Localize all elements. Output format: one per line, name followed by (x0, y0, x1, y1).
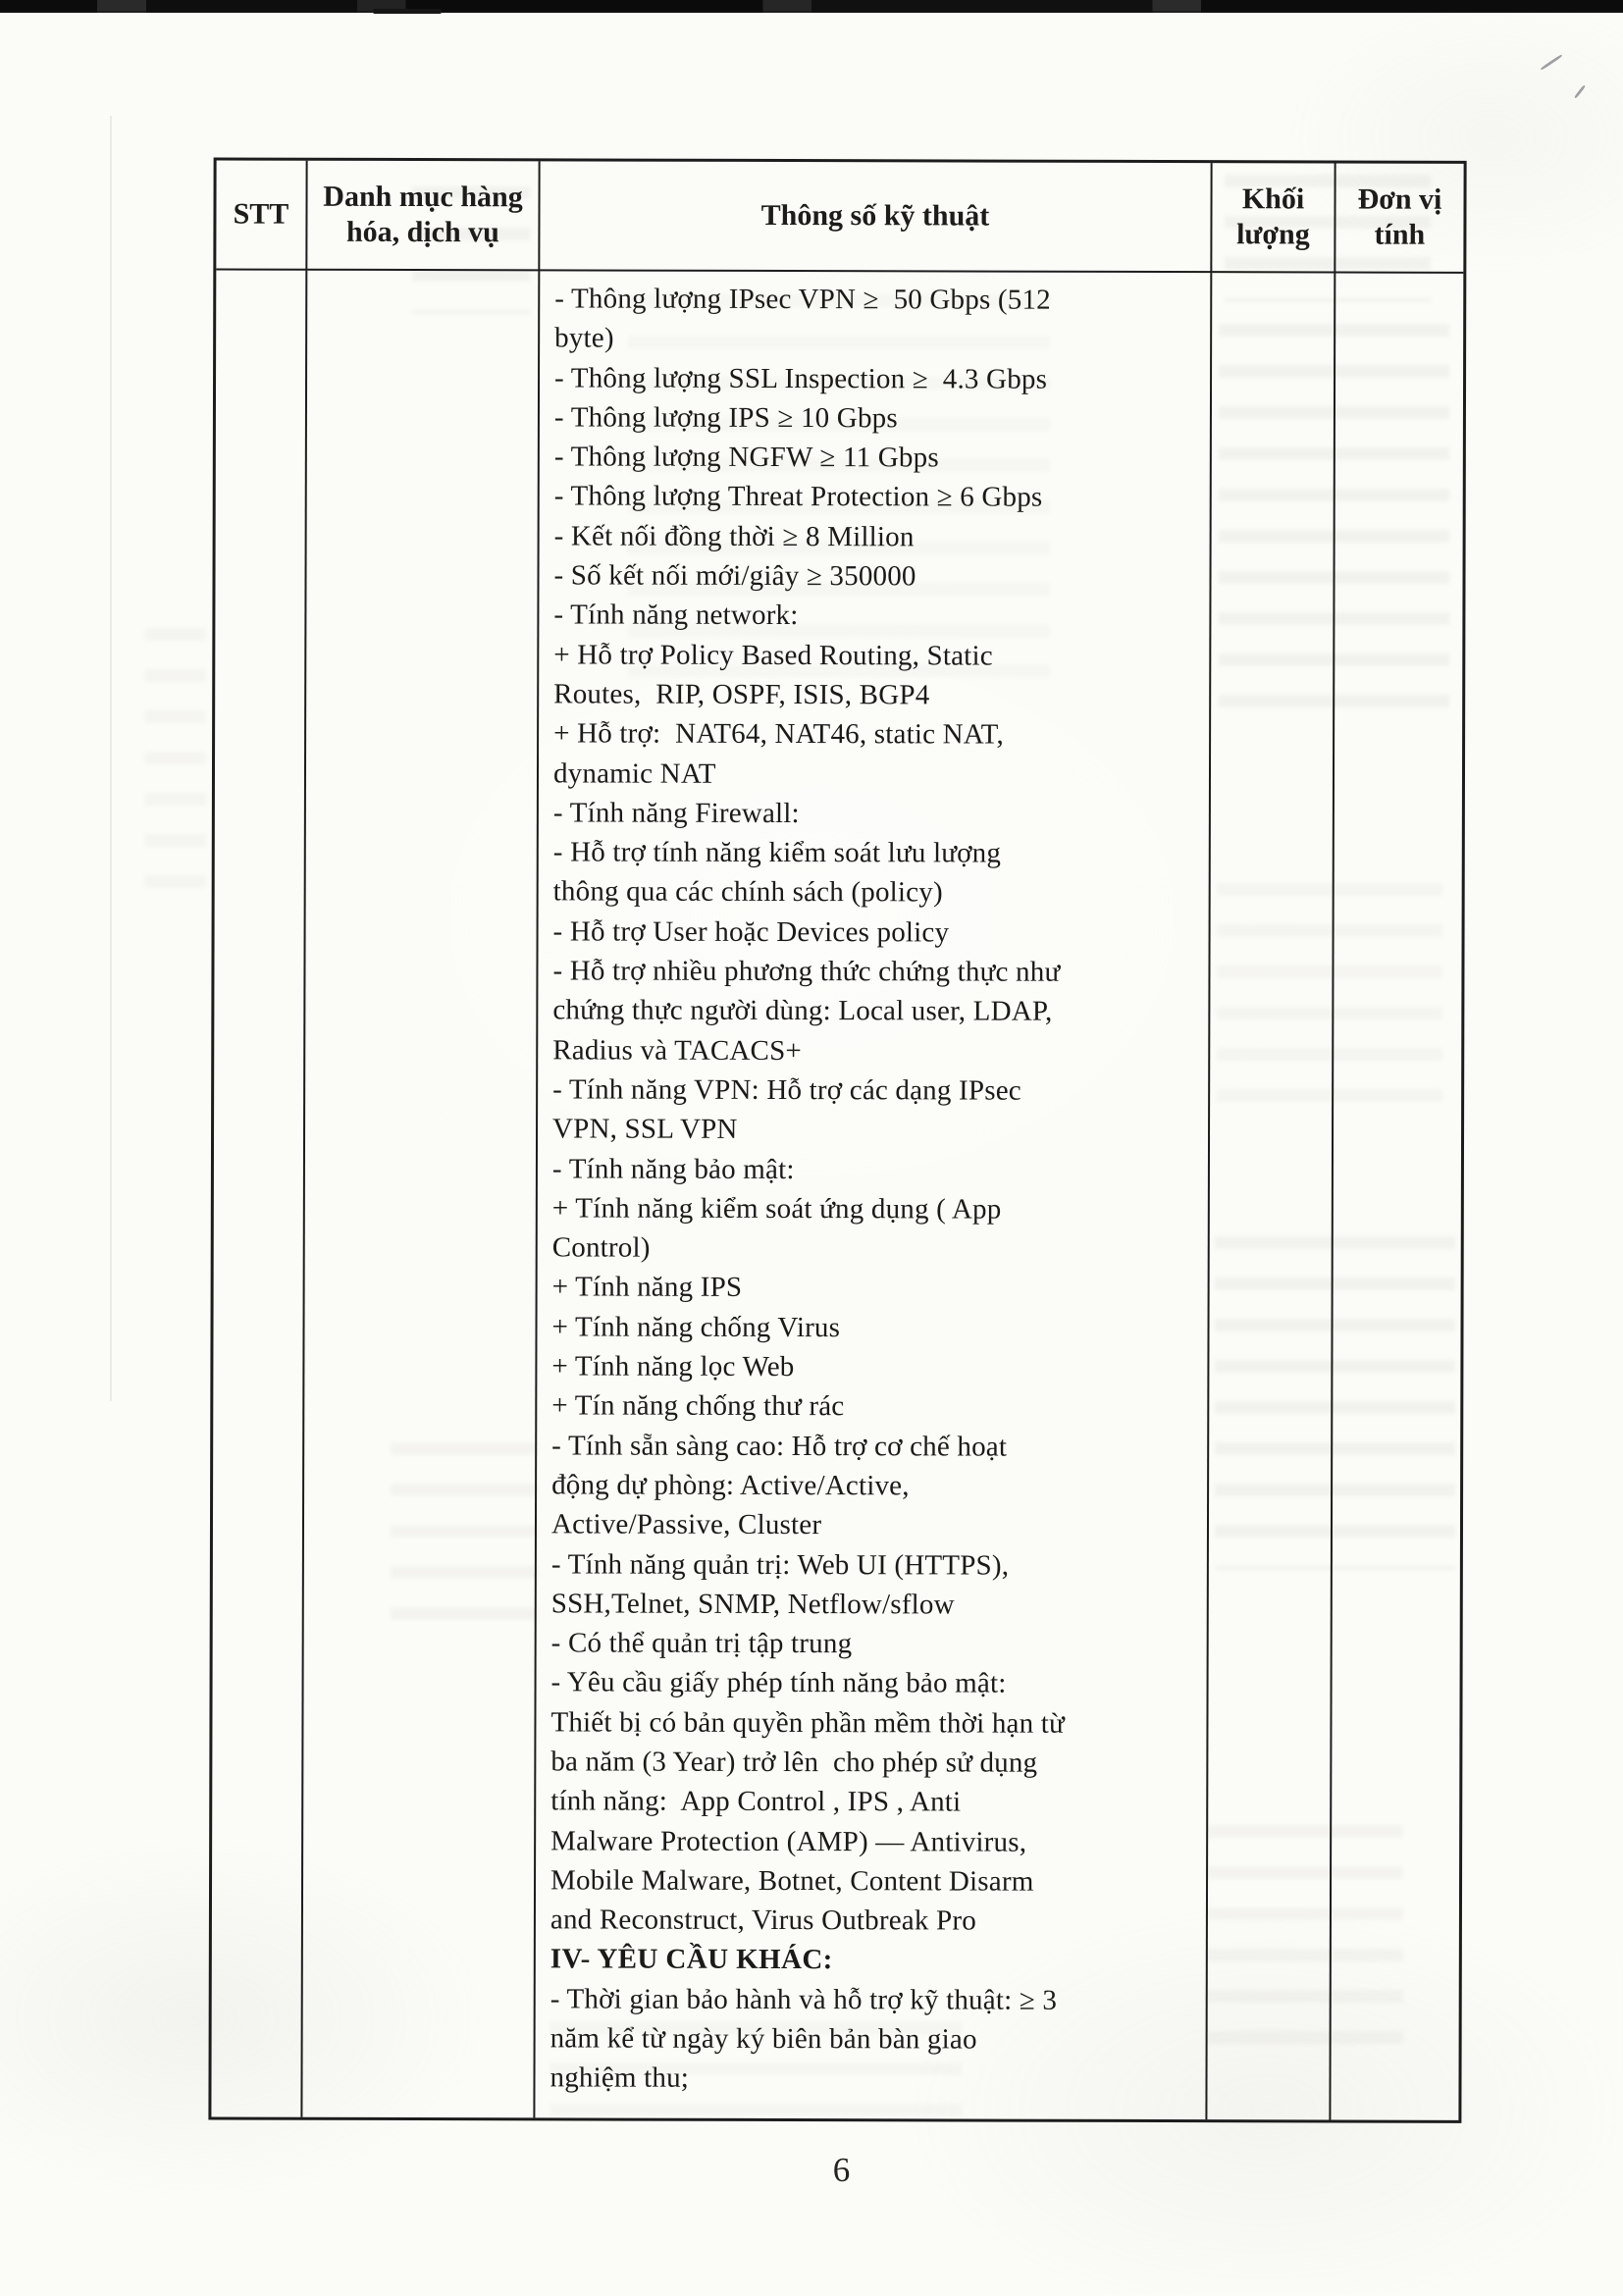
spec-line: thông qua các chính sách (policy) (552, 875, 943, 909)
spec-line: - Thông lượng IPsec VPN ≥ 50 Gbps (512 (554, 283, 1051, 316)
spec-line: + Tính năng kiểm soát ứng dụng ( App (551, 1192, 1002, 1226)
spec-line: Thiết bị có bản quyền phần mềm thời hạn từ (550, 1706, 1065, 1740)
spec-line: dynamic NAT (552, 757, 716, 790)
spec-line: + Hỗ trợ Policy Based Routing, Static (553, 639, 993, 672)
spec-line: Control) (551, 1231, 651, 1264)
spec-line: - Số kết nối mới/giây ≥ 350000 (553, 559, 916, 593)
header-stt (216, 160, 307, 270)
spec-line: Routes, RIP, OSPF, ISIS, BGP4 (553, 678, 930, 711)
spec-line: + Tính năng IPS (551, 1271, 743, 1304)
header-technical-specs (540, 161, 1212, 273)
header-unit (1335, 163, 1463, 273)
spec-line: ba năm (3 Year) trở lên cho phép sử dụng (550, 1746, 1038, 1779)
spec-line: Malware Protection (AMP) — Antivirus, (550, 1824, 1027, 1858)
spec-line: - Tính sẵn sàng cao: Hỗ trợ cơ chế hoạt (551, 1430, 1008, 1463)
spec-line: IV- YÊU CẦU KHÁC: (550, 1943, 833, 1976)
spec-line: - Có thể quản trị tập trung (550, 1627, 853, 1660)
spec-line: - Thông lượng SSL Inspection ≥ 4.3 Gbps (554, 361, 1048, 395)
spec-line: tính năng: App Control , IPS , Anti (550, 1785, 962, 1818)
specification-table (208, 157, 1466, 2122)
spec-line: SSH,Telnet, SNMP, Netflow/sflow (550, 1588, 955, 1621)
spec-line: chứng thực người dùng: Local user, LDAP, (552, 994, 1053, 1028)
spec-line: - Tính năng bảo mật: (551, 1152, 795, 1185)
spec-line: - Tính năng Firewall: (552, 797, 800, 829)
cell-technical-specs (535, 271, 1212, 2119)
header-item-category (307, 161, 540, 272)
spec-line: - Hỗ trợ User hoặc Devices policy (552, 915, 950, 949)
header-quantity-label: Khối lượng (1236, 183, 1310, 251)
spec-line: VPN, SSL VPN (552, 1113, 738, 1146)
spec-line: - Thông lượng Threat Protection ≥ 6 Gbps (553, 480, 1043, 514)
spec-line: nghiệm thu; (550, 2061, 690, 2095)
cell-quantity (1207, 273, 1335, 2119)
spec-line: - Thông lượng IPS ≥ 10 Gbps (553, 401, 898, 435)
spec-line: - Yêu cầu giấy phép tính năng bảo mật: (550, 1666, 1007, 1699)
header-stt-label: STT (233, 197, 289, 231)
spec-line: - Thời gian bảo hành và hỗ trợ kỹ thuật: ≥ 3 (550, 1983, 1058, 2016)
header-technical-specs-label: Thông số kỹ thuật (760, 198, 990, 233)
header-unit-label: Đơn vị tính (1357, 183, 1442, 251)
spec-line: - Tính năng VPN: Hỗ trợ các dạng IPsec (552, 1073, 1021, 1107)
spec-line: - Hỗ trợ tính năng kiểm soát lưu lượng (552, 836, 1002, 869)
header-quantity (1212, 163, 1335, 273)
spec-line: - Thông lượng NGFW ≥ 11 Gbps (553, 441, 939, 474)
spec-line: + Tính năng chống Virus (551, 1311, 841, 1343)
spec-line: - Kết nối đồng thời ≥ 8 Million (553, 520, 915, 553)
cell-unit (1331, 273, 1463, 2119)
spec-line: and Reconstruct, Virus Outbreak Pro (550, 1904, 976, 1937)
spec-line: + Hỗ trợ: NAT64, NAT46, static NAT, (553, 717, 1004, 751)
cell-stt (211, 270, 307, 2116)
spec-line: năm kể từ ngày ký biên bản bàn giao (550, 2022, 977, 2056)
spec-lines-list (550, 279, 1202, 2099)
spec-line: - Tính năng quản trị: Web UI (HTTPS), (550, 1547, 1010, 1582)
spec-line: - Hỗ trợ nhiều phương thức chứng thực như (552, 955, 1061, 988)
spec-line: Mobile Malware, Botnet, Content Disarm (550, 1864, 1034, 1898)
cell-item-category (302, 271, 540, 2118)
header-item-category-label: Danh mục hàng hóa, dịch vụ (323, 180, 523, 249)
spec-line: động dự phòng: Active/Active, (551, 1469, 910, 1502)
spec-line: + Tính năng lọc Web (551, 1350, 795, 1383)
spec-line: - Tính năng network: (553, 599, 799, 632)
page-number: 6 (832, 2151, 851, 2189)
spec-line: byte) (554, 322, 614, 354)
spec-line: + Tín năng chống thư rác (551, 1389, 845, 1423)
spec-line: Active/Passive, Cluster (550, 1508, 822, 1541)
spec-line: Radius và TACACS+ (552, 1034, 803, 1067)
